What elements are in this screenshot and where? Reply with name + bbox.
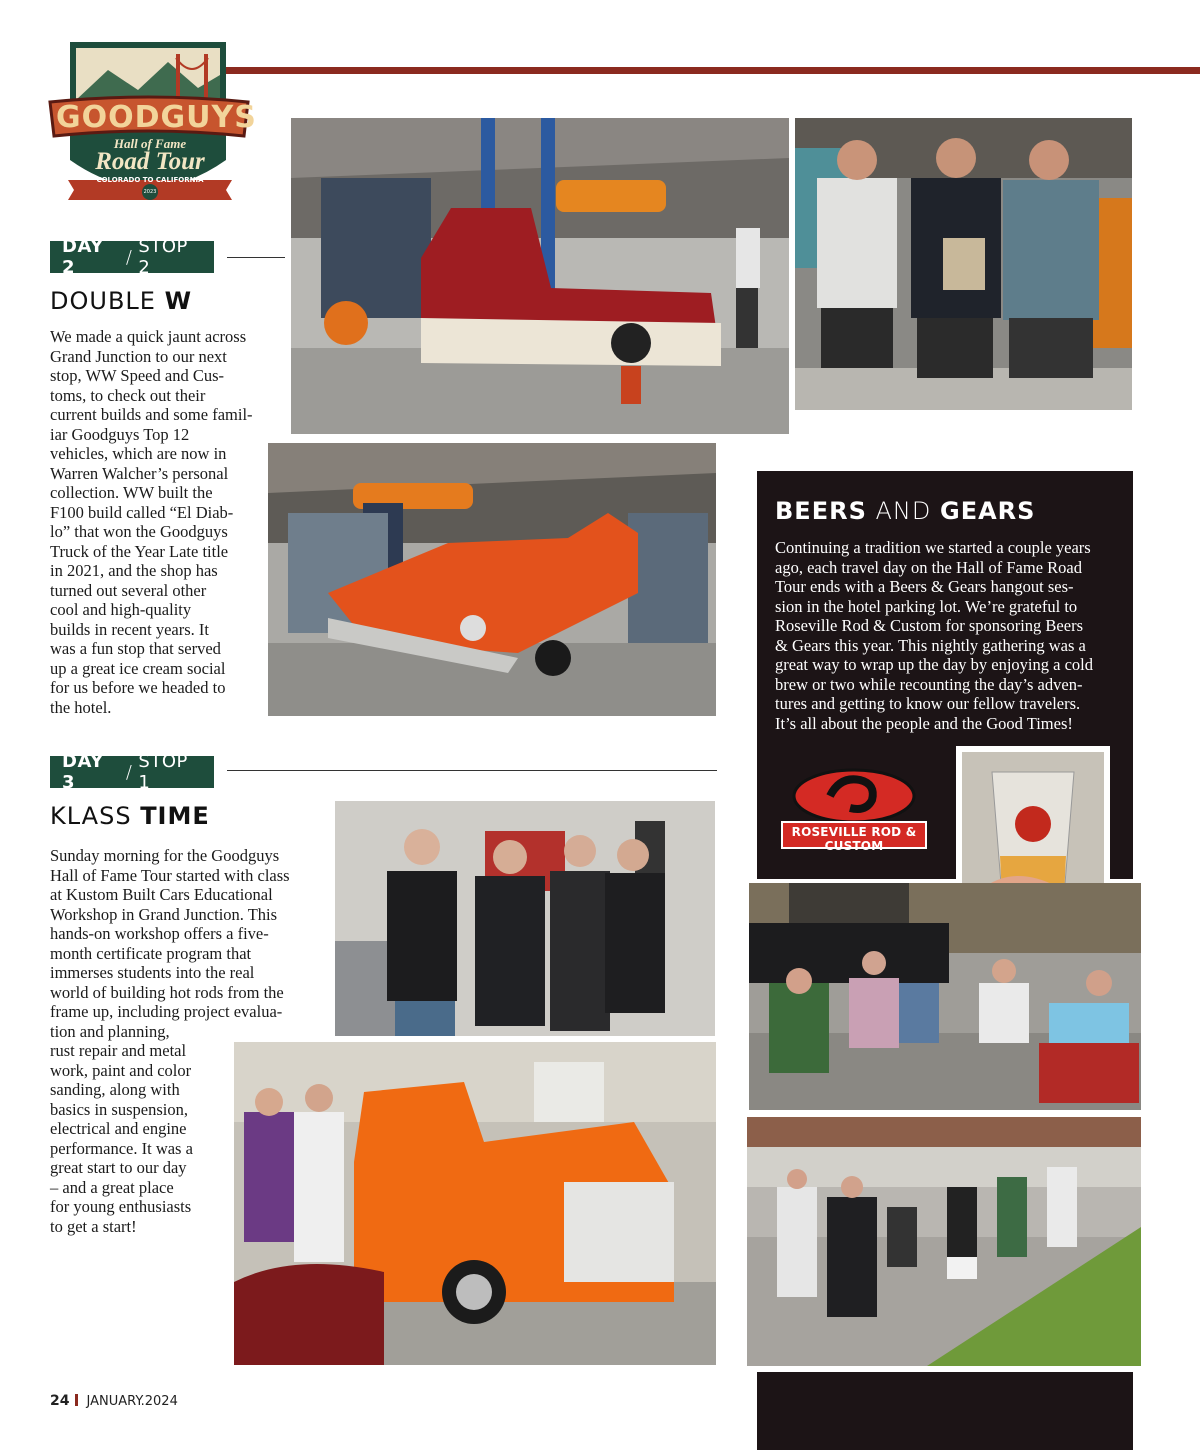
beers-line: Continuing a tradition we started a couple years — [775, 538, 1091, 557]
day3-title — [50, 802, 210, 830]
day3-line: frame up, including project evalua- — [50, 1002, 283, 1021]
day2-line: toms, to check out their — [50, 385, 206, 405]
day2-line: Truck of the Year Late title — [50, 541, 229, 561]
logo-line1: Hall of Fame — [113, 136, 187, 151]
day3-day: DAY 3 — [62, 751, 104, 793]
beers-title-word1: BEERS — [775, 497, 867, 525]
day2-title — [50, 287, 192, 315]
day3-line: for young enthusiasts — [50, 1197, 192, 1216]
day2-line: iar Goodguys Top 12 — [50, 424, 190, 444]
beers-title — [775, 497, 1035, 525]
roseville-rod-custom-logo — [780, 766, 928, 853]
day3-line: immerses students into the real — [50, 963, 255, 982]
day2-line: Grand Junction to our next — [50, 346, 227, 366]
day3-line: world of building hot rods from the — [50, 982, 284, 1002]
day2-line: current builds and some famil- — [50, 405, 253, 424]
header-rule — [215, 67, 1200, 74]
day3-rule — [227, 770, 717, 771]
beers-line: sion in the hotel parking lot. We’re grateful to — [775, 596, 1078, 616]
day3-line: month certificate program that — [50, 943, 252, 963]
logo-line2: Road Tour — [95, 148, 205, 175]
day2-line: the hotel. — [50, 697, 112, 717]
day2-tag — [50, 236, 214, 278]
day2-line: turned out several other — [50, 580, 207, 600]
day2-body — [50, 327, 269, 717]
day2-line: vehicles, which are now in — [50, 444, 227, 463]
day2-rule — [227, 257, 285, 258]
day2-line: up a great ice cream social — [50, 658, 226, 678]
day3-separator: / — [125, 761, 133, 783]
page-number: 24 — [50, 1393, 70, 1409]
photo-orange-pickup — [234, 1042, 716, 1365]
beers-line: & Gears this year. This nightly gathering was a — [775, 635, 1086, 655]
day3-line: Sunday morning for the Goodguys — [50, 846, 280, 865]
day3-line: tion and planning, — [50, 1021, 170, 1041]
beers-line: great way to wrap up the day by enjoying a cold — [775, 655, 1093, 674]
photo-group-sidewalk — [747, 1117, 1141, 1366]
day2-line: lo” that won the Goodguys — [50, 522, 228, 541]
beers-body — [775, 538, 1115, 733]
goodguys-tour-logo — [48, 40, 257, 208]
day2-stop: STOP 2 — [138, 236, 188, 278]
day2-line: in 2021, and the shop has — [50, 561, 218, 580]
photo-red-truck-shop — [291, 118, 789, 434]
day3-tag — [50, 751, 214, 793]
footer-divider — [75, 1394, 78, 1406]
day3-line: basics in suspension, — [50, 1099, 188, 1119]
day2-title-bold: W — [164, 287, 193, 315]
day3-line: work, paint and color — [50, 1060, 192, 1080]
bottom-panel — [757, 1372, 1133, 1450]
day3-stop: STOP 1 — [138, 751, 188, 793]
day2-line: We made a quick jaunt across — [50, 327, 247, 346]
logo-year: 2023 — [143, 189, 157, 195]
day2-line: F100 build called “El Diab- — [50, 502, 234, 522]
logo-brand: GOODGUYS — [56, 100, 257, 135]
day3-line: electrical and engine — [50, 1119, 187, 1138]
day3-title-light: KLASS — [50, 802, 132, 830]
page-footer — [50, 1393, 178, 1409]
day3-line: rust repair and metal — [50, 1041, 187, 1060]
day3-line: great start to our day — [50, 1158, 187, 1177]
sponsor-logo-text: ROSEVILLE ROD & CUSTOM — [791, 825, 917, 853]
day2-title-light: DOUBLE — [50, 287, 156, 315]
day3-title-bold: TIME — [140, 802, 210, 830]
beers-line: Tour ends with a Beers & Gears hangout ses- — [775, 577, 1074, 596]
day3-line: – and a great place — [50, 1177, 174, 1197]
day2-line: cool and high-quality — [50, 600, 192, 619]
day3-line: sanding, along with — [50, 1080, 180, 1099]
photo-beers-gears-gathering — [749, 883, 1141, 1110]
photo-students-workshop — [335, 801, 715, 1036]
issue-date: JANUARY.2024 — [86, 1394, 178, 1409]
day3-line: Hall of Fame Tour started with class — [50, 865, 290, 885]
photo-orange-galaxie — [268, 443, 716, 716]
day2-line: builds in recent years. It — [50, 619, 209, 639]
day2-separator: / — [125, 246, 133, 268]
beers-line: ago, each travel day on the Hall of Fame Road — [775, 557, 1082, 577]
day3-line: at Kustom Built Cars Educational — [50, 885, 273, 904]
day3-line: performance. It was a — [50, 1138, 193, 1158]
photo-award-presentation — [795, 118, 1132, 410]
day2-line: for us before we headed to — [50, 678, 226, 697]
day2-line: collection. WW built the — [50, 483, 213, 502]
day2-day: DAY 2 — [62, 236, 104, 278]
beers-line: brew or two while recounting the day’s adven- — [775, 674, 1083, 694]
day3-line: to get a start! — [50, 1216, 137, 1236]
day2-line: Warren Walcher’s personal — [50, 463, 229, 483]
beers-line: tures and getting to know our fellow travelers. — [775, 694, 1081, 713]
day3-line: Workshop in Grand Junction. This — [50, 904, 278, 924]
day2-line: was a fun stop that served — [50, 639, 221, 658]
day2-line: stop, WW Speed and Cus- — [50, 366, 224, 385]
beers-title-word2: GEARS — [940, 497, 1036, 525]
logo-ribbon: COLORADO TO CALIFORNIA — [96, 176, 204, 184]
beers-line: It’s all about the people and the Good Times! — [775, 713, 1073, 733]
beers-line: Roseville Rod & Custom for sponsoring Beers — [775, 616, 1083, 635]
day3-line: hands-on workshop offers a five- — [50, 924, 269, 943]
beers-title-and: AND — [875, 497, 932, 525]
